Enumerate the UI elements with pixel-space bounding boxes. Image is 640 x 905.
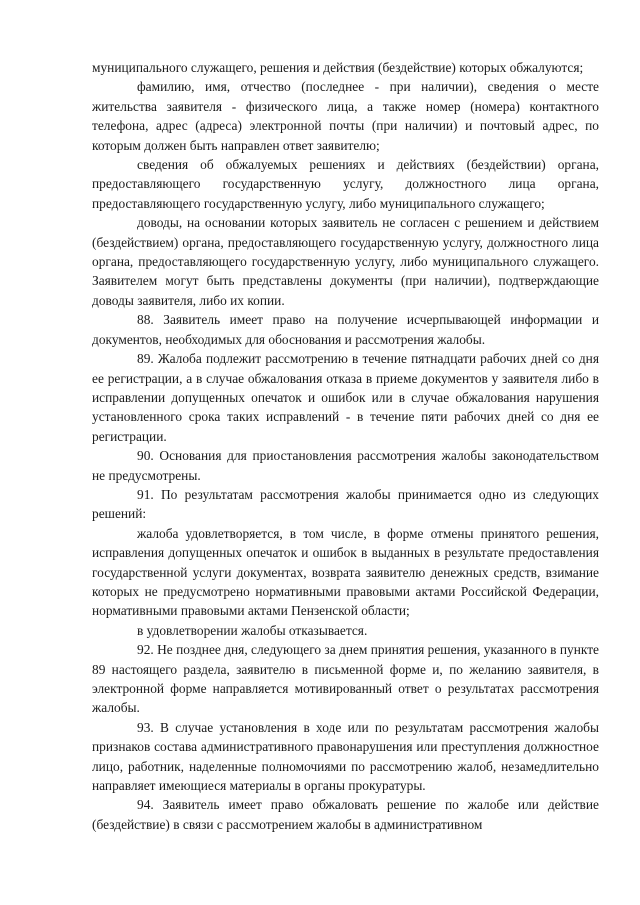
paragraph: сведения об обжалуемых решениях и действиях (бездействии) органа, предоставляющего государственную услугу, должностного лица органа, предоставляющего государственную услугу, либо муниципального служащего;: [92, 157, 599, 211]
paragraph: фамилию, имя, отчество (последнее - при наличии), сведения о месте жительства заявителя - физического лица, а также номер (номера) контактного телефона, адрес (адреса) электронной почты (при наличии) и почтовый адрес, по которым должен быть направлен ответ заявителю;: [92, 79, 599, 153]
paragraph-94: 94. Заявитель имеет право обжаловать решение по жалобе или действие (бездействие) в связи с рассмотрением жалобы в административном: [92, 797, 599, 832]
paragraph-91: 91. По результатам рассмотрения жалобы принимается одно из следующих решений:: [92, 486, 599, 522]
paragraph: жалоба удовлетворяется, в том числе, в форме отмены принятого решения, исправления допущенных опечаток и ошибок в выданных в результате предоставления государственной услуги документах, возврата заявителю денежных средств, взимание которых не предусмотрено нормативными правовыми актами Российской Федерации, нормативными правовыми актами Пензенской области;: [92, 525, 599, 619]
paragraph-89: 89. Жалоба подлежит рассмотрению в течение пятнадцати рабочих дней со дня ее регистрации, а в случае обжалования отказа в приеме документов у заявителя либо в исправлении допущенных опечаток и ошибок или в случае обжалования нарушения установленного срока таких исправлений - в течение пяти рабочих дней со дня ее регистрации.: [92, 351, 599, 444]
paragraph-90: 90. Основания для приостановления рассмотрения жалобы законодательством не предусмотрены.: [92, 448, 599, 483]
paragraph: в удовлетворении жалобы отказывается.: [137, 622, 368, 638]
paragraph-92: 92. Не позднее дня, следующего за днем принятия решения, указанного в пункте 89 настоящего раздела, заявителю в письменной форме и, по желанию заявителя, в электронной форме направляется мотивированный ответ о результатах рассмотрения жалобы.: [92, 642, 599, 716]
paragraph-93: 93. В случае установления в ходе или по результатам рассмотрения жалобы признаков состава административного правонарушения или преступления должностное лицо, работник, наделенные полномочиями по рассмотрению жалоб, незамедлительно направляет имеющиеся материалы в органы прокуратуры.: [92, 719, 599, 794]
paragraph: доводы, на основании которых заявитель не согласен с решением и действием (бездействием) органа, предоставляющего государственную услугу, должностного лица органа, предоставляющего государственную услугу, либо муниципального служащего. Заявителем могут быть представлены документы (при наличии), подтверждающие доводы заявителя, либо их копии.: [92, 215, 599, 308]
document-page: [92, 58, 599, 834]
paragraph: муниципального служащего, решения и действия (бездействие) которых обжалуются;: [92, 60, 584, 75]
paragraph-88: 88. Заявитель имеет право на получение исчерпывающей информации и документов, необходимых для обоснования и рассмотрения жалобы.: [92, 312, 599, 347]
